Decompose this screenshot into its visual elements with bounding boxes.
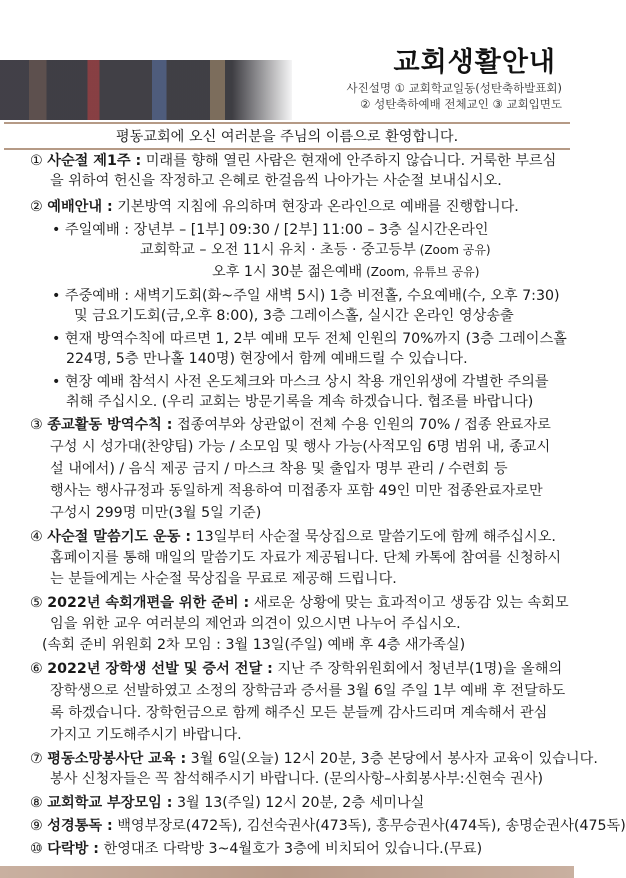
item-2 [30,198,519,217]
item-4-line3: 는 분들에게는 사순절 묵상집을 무료로 제공해 드립니다. [50,571,397,587]
quarantine-rule-line1: • 현재 방역수칙에 따르면 1, 2부 예배 모두 전체 인원의 70%까지 (3층 그레이스홀 [52,331,567,347]
item-7-number: ⑦ [30,751,43,767]
item-5-line3: (속회 준비 위원회 2차 모임 : 3월 13일(주일) 예배 후 4층 새가족실) [42,637,466,653]
item-7-heading: 평동소망봉사단 교육 : [47,751,187,767]
item-1-line1: 미래를 향해 열린 사람은 현재에 안주하지 않습니다. 거룩한 부르심 [141,153,557,169]
item-5-number: ⑤ [30,595,43,611]
item-3-number: ③ [30,417,43,433]
item-2-heading: 예배안내 : [47,199,113,215]
item-8-number: ⑧ [30,795,43,811]
item-7-line1: 3월 6일(오늘) 12시 20분, 3층 본당에서 봉사자 교육이 있습니다. [186,751,598,767]
item-2-number: ② [30,199,43,215]
item-9-number: ⑨ [30,818,43,834]
item-8 [30,794,424,813]
item-3-line3: 설 내에서) / 음식 제공 금지 / 마스크 착용 및 출입자 명부 관리 / 수련회 등 [50,461,508,477]
item-2-line1: 기본방역 지침에 유의하며 현장과 온라인으로 예배를 진행합니다. [112,199,519,215]
item-8-line1: 3월 13(주일) 12시 20분, 2층 세미나실 [172,795,425,811]
item-3-line4: 행사는 행사규정과 동일하게 적용하여 미접종자 포함 49인 미만 접종완료자로만 [50,483,543,499]
onsite-worship-line2: 취해 주십시오. (우리 교회는 방문기록을 계속 하겠습니다. 협조를 바랍니다) [66,394,534,410]
onsite-worship-line1: • 현장 예배 참석시 사전 온도체크와 마스크 상시 착용 개인위생에 각별한 주의를 [52,374,549,390]
item-4 [30,528,556,547]
item-10-line1: 한영대조 다락방 3~4월호가 3층에 비치되어 있습니다.(무료) [98,841,483,857]
item-10-number: ⑩ [30,841,43,857]
footer-bar [0,866,574,878]
item-3-heading: 종교활동 방역수칙 : [47,417,173,433]
item-5-line2: 임을 위한 교우 여러분의 제언과 의견이 있으시면 나누어 주십시오. [50,616,461,632]
item-1-line2: 을 위하여 헌신을 작정하고 은혜로 한걸음씩 나아가는 사순절 보내십시오. [50,173,502,189]
quarantine-rule-line2: 224명, 5층 만나홀 140명) 현장에서 함께 예배드릴 수 있습니다. [66,351,468,367]
item-6-number: ⑥ [30,661,43,677]
item-6 [30,660,562,679]
item-8-heading: 교회학교 부장모임 : [47,795,173,811]
item-6-line1: 지난 주 장학위원회에서 청년부(1명)을 올해의 [272,661,563,677]
item-4-line2: 홈페이지를 통해 매일의 말씀기도 자료가 제공됩니다. 단체 카톡에 참여를 신청하시 [50,550,562,566]
item-9-heading: 성경통독 : [47,818,113,834]
item-6-line3: 록 하겠습니다. 장학헌금으로 함께 해주신 모든 분들께 감사드리며 계속해서 관심 [50,705,548,721]
photo-caption-line1: 사진설명 ① 교회학교일동(성탄축하발표회) [346,81,562,95]
item-5 [30,594,569,613]
sunday-service-line2: 교회학교 – 오전 11시 유치 · 초등 · 중고등부 (Zoom 공유) [140,242,491,258]
item-6-heading: 2022년 장학생 선발 및 증서 전달 : [47,661,273,677]
page-title: 교회생활안내 [393,47,556,78]
item-1-heading: 사순절 제1주 : [47,153,142,169]
item-10-heading: 다락방 : [47,841,99,857]
welcome-text: 평동교회에 오신 여러분을 주님의 이름으로 환영합니다. [115,129,459,145]
item-4-heading: 사순절 말씀기도 운동 : [47,529,192,545]
item-3-line2: 구성 시 성가대(찬양팀) 가능 / 소모임 및 행사 가능(사적모임 6명 범위 내, 종교시 [50,439,551,455]
item-9-line1: 백영부장로(472독), 김선숙권사(473독), 홍무승권사(474독), 송명순권사(475독) [112,818,626,834]
item-7 [30,750,598,769]
item-7-line2: 봉사 신청자들은 꼭 참석해주시기 바랍니다. (문의사항–사회봉사부:신현숙 권사) [50,771,544,787]
weekday-service-line1: • 주중예배 : 새벽기도회(화~주일 새벽 5시) 1층 비전홀, 수요예배(수, 오후 7:30) [52,288,560,304]
item-3-line5: 구성시 299명 미만(3월 5일 기준) [50,505,262,521]
item-3-line1: 접종여부와 상관없이 전체 수용 인원의 70% / 접종 완료자로 [172,417,551,433]
sunday-service-line1: • 주일예배 : 장년부 – [1부] 09:30 / [2부] 11:00 – 3층 실시간온라인 [52,222,489,238]
item-3 [30,416,551,435]
item-4-line1: 13일부터 사순절 묵상집으로 말씀기도에 함께 해주십시오. [191,529,556,545]
item-6-line4: 가지고 기도해주시기 바랍니다. [50,727,242,743]
sunday-service-line3: 오후 1시 30분 젊은예배 (Zoom, 유튜브 공유) [212,264,480,280]
item-1 [30,152,556,171]
item-10 [30,840,482,859]
item-5-line1: 새로운 상황에 맞는 효과적이고 생동감 있는 속회모 [249,595,569,611]
item-1-number: ① [30,153,43,169]
item-9 [30,817,626,836]
item-6-line2: 장학생으로 선발하였고 소정의 장학금과 증서를 3월 6일 주일 1부 예배 후 전달하도 [50,683,566,699]
weekday-service-line2: 및 금요기도회(금,오후 8:00), 3층 그레이스홀, 실시간 온라인 영상송출 [74,308,514,324]
item-4-number: ④ [30,529,43,545]
photo-caption-line2: ② 성탄축하예배 전체교인 ③ 교회입면도 [360,97,562,111]
item-5-heading: 2022년 속회개편을 위한 준비 : [47,595,250,611]
